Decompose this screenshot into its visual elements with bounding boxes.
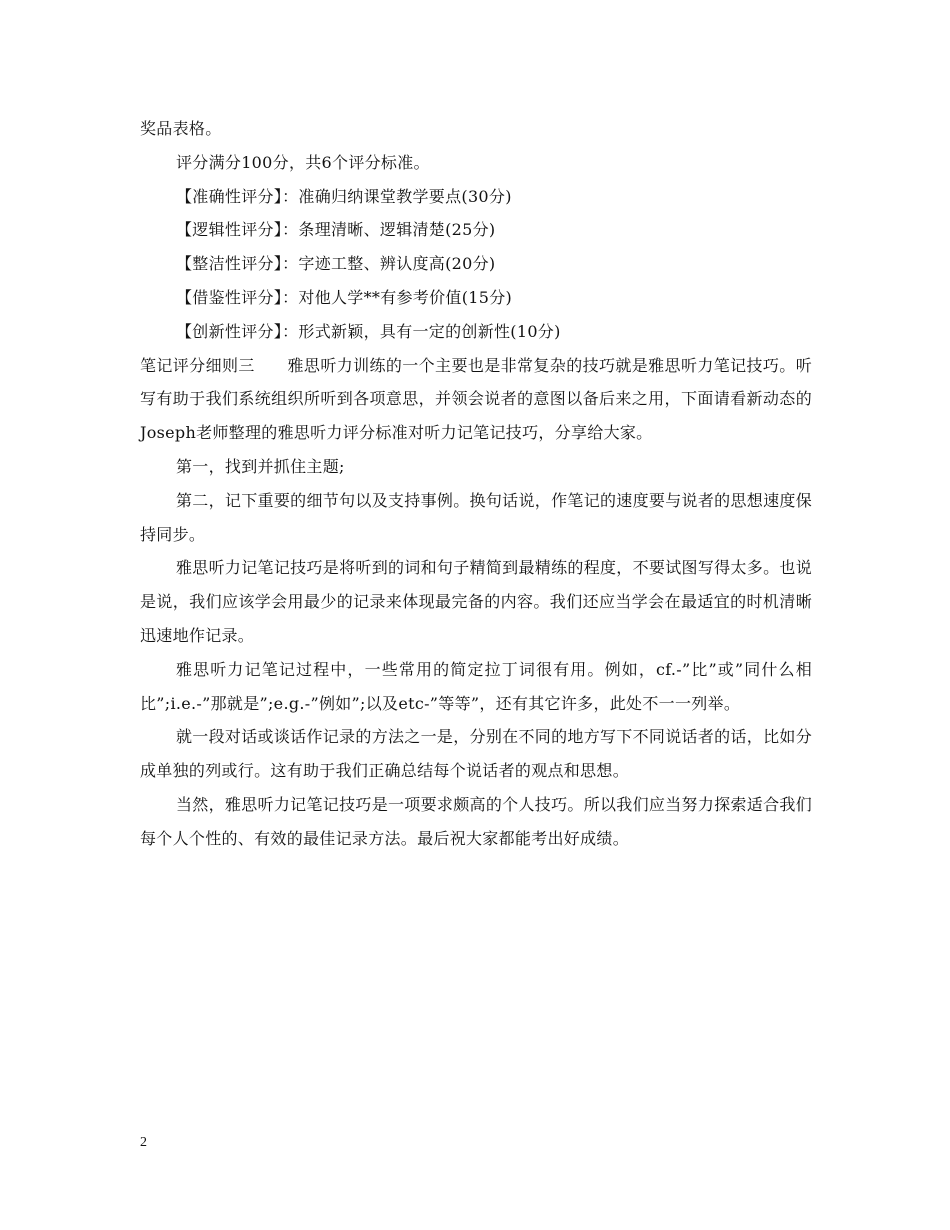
paragraph: 第一，找到并抓住主题;: [176, 456, 345, 476]
criterion-innovation: 【创新性评分】：形式新颖，具有一定的创新性(10分): [176, 321, 561, 341]
criterion-logic: 【逻辑性评分】：条理清晰、逻辑清楚(25分): [176, 220, 496, 240]
paragraph: 雅思听力记笔记过程中，一些常用的简定拉丁词很有用。例如，cf.-”比”或”同什么相比”;i.e.-”那就是”;e.g.-”例如”;以及etc-”等等”，还有其它许多，此处不一一列举。: [140, 659, 812, 713]
paragraph: 笔记评分细则三 雅思听力训练的一个主要也是非常复杂的技巧就是雅思听力笔记技巧。听写有助于我们系统组织所听到各项意思，并领会说者的意图以备后来之用，下面请看新动态的Joseph老师整理的雅思听力评分标准对听力记笔记技巧，分享给大家。: [140, 355, 812, 443]
paragraph: 当然，雅思听力记笔记技巧是一项要求颇高的个人技巧。所以我们应当努力探索适合我们每个人个性的、有效的最佳记录方法。最后祝大家都能考出好成绩。: [140, 794, 812, 848]
criterion-accuracy: 【准确性评分】：准确归纳课堂教学要点(30分): [176, 186, 512, 206]
criterion-neatness: 【整洁性评分】：字迹工整、辨认度高(20分): [176, 254, 496, 274]
paragraph: 奖品表格。: [140, 119, 222, 138]
page-number: 2: [140, 1135, 147, 1150]
paragraph: 就一段对话或谈话作记录的方法之一是，分别在不同的地方写下不同说话者的话，比如分成单独的列或行。这有助于我们正确总结每个说话者的观点和思想。: [140, 727, 812, 781]
paragraph: 评分满分100分，共6个评分标准。: [176, 152, 430, 172]
body-text: [140, 112, 812, 856]
criterion-reference: 【借鉴性评分】：对他人学**有参考价值(15分): [176, 287, 513, 307]
paragraph: 第二，记下重要的细节句以及支持事例。换句话说，作笔记的速度要与说者的思想速度保持同步。: [140, 490, 812, 544]
paragraph: 雅思听力记笔记技巧是将听到的词和句子精简到最精练的程度，不要试图写得太多。也说是说，我们应该学会用最少的记录来体现最完备的内容。我们还应当学会在最适宜的时机清晰迅速地作记录。: [140, 558, 812, 645]
